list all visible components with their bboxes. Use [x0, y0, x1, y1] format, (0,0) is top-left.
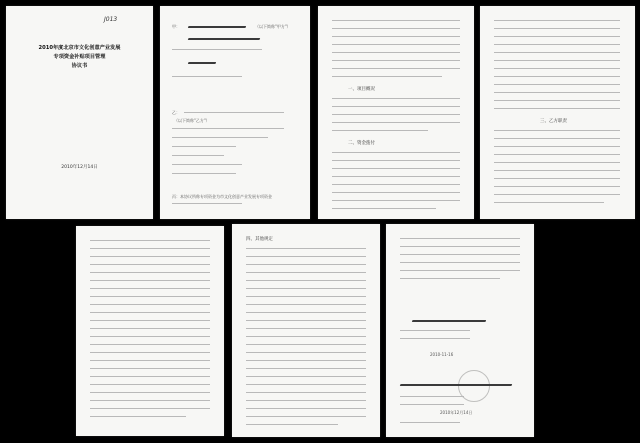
- text-line-placeholder: [246, 384, 366, 385]
- text-line-placeholder: [172, 137, 268, 138]
- text-line-placeholder: [494, 194, 620, 195]
- text-line-placeholder: [90, 280, 210, 281]
- official-seal: [458, 370, 490, 402]
- text-line-placeholder: [494, 92, 620, 93]
- text-line-placeholder: [332, 68, 460, 69]
- text-line-placeholder: [246, 360, 366, 361]
- text-line-placeholder: [332, 176, 460, 177]
- text-line-placeholder: [494, 20, 620, 21]
- text-line-placeholder: [494, 60, 620, 61]
- text-line-placeholder: [494, 36, 620, 37]
- title-line-2: 专项资金补贴项目管理: [53, 54, 106, 60]
- cover-date: 2010年12月14日: [61, 165, 98, 170]
- text-line-placeholder: [246, 368, 366, 369]
- text-line-placeholder: [90, 360, 210, 361]
- text-line-placeholder: [494, 170, 620, 171]
- document-page-cover: [6, 6, 153, 219]
- handwritten-signature: [188, 62, 217, 64]
- text-line-placeholder: [400, 396, 464, 397]
- text-line-placeholder: [494, 202, 604, 203]
- text-line-placeholder: [246, 336, 366, 337]
- text-line-placeholder: [246, 312, 366, 313]
- text-line-placeholder: [246, 248, 366, 249]
- handwritten-corner-mark: J013: [104, 16, 118, 23]
- text-line-placeholder: [332, 208, 436, 209]
- text-line-placeholder: [246, 272, 366, 273]
- text-line-placeholder: [494, 44, 620, 45]
- text-line-placeholder: [400, 246, 520, 247]
- document-page-5: [76, 226, 224, 436]
- text-line-placeholder: [246, 344, 366, 345]
- signature-date-1: 2010-11-16: [430, 352, 454, 357]
- text-line-placeholder: [400, 404, 464, 405]
- handwritten-party-a-signature: [412, 320, 487, 322]
- text-line-placeholder: [332, 130, 428, 131]
- text-line-placeholder: [332, 122, 460, 123]
- text-line-placeholder: [400, 270, 520, 271]
- party-a-note: （以下简称"甲方"）: [255, 24, 291, 29]
- text-line-placeholder: [400, 338, 470, 339]
- text-line-placeholder: [400, 238, 520, 239]
- text-line-placeholder: [90, 408, 210, 409]
- text-line-placeholder: [90, 264, 210, 265]
- text-line-placeholder: [494, 28, 620, 29]
- text-line-placeholder: [90, 296, 210, 297]
- party-a-label: 甲：: [172, 24, 180, 29]
- text-line-placeholder: [90, 272, 210, 273]
- text-line-placeholder: [494, 84, 620, 85]
- text-line-placeholder: [332, 52, 460, 53]
- handwritten-project-name: [188, 38, 261, 40]
- section-heading: 四、其他规定: [246, 237, 273, 242]
- text-line-placeholder: [246, 424, 338, 425]
- document-page-3: [318, 6, 474, 219]
- text-line-placeholder: [332, 168, 460, 169]
- text-line-placeholder: [494, 146, 620, 147]
- text-line-placeholder: [494, 154, 620, 155]
- text-line-placeholder: [90, 248, 210, 249]
- text-line-placeholder: [494, 138, 620, 139]
- text-line-placeholder: [246, 320, 366, 321]
- text-line-placeholder: [332, 20, 460, 21]
- text-line-placeholder: [90, 304, 210, 305]
- text-line-placeholder: [172, 164, 242, 165]
- text-line-placeholder: [172, 146, 236, 147]
- text-line-placeholder: [172, 49, 262, 50]
- text-line-placeholder: [90, 320, 210, 321]
- text-line-placeholder: [90, 240, 210, 241]
- text-line-placeholder: [494, 52, 620, 53]
- text-line-placeholder: [90, 392, 210, 393]
- agreement-title: [16, 44, 143, 71]
- text-line-placeholder: [90, 328, 210, 329]
- text-line-placeholder: [400, 422, 460, 423]
- text-line-placeholder: [494, 162, 620, 163]
- text-line-placeholder: [90, 288, 210, 289]
- text-line-placeholder: [90, 384, 210, 385]
- text-line-placeholder: [90, 376, 210, 377]
- text-line-placeholder: [494, 100, 620, 101]
- text-line-placeholder: [90, 336, 210, 337]
- text-line-placeholder: [172, 128, 284, 129]
- text-line-placeholder: [246, 352, 366, 353]
- text-line-placeholder: [494, 186, 620, 187]
- text-line-placeholder: [494, 68, 620, 69]
- text-line-placeholder: [246, 408, 366, 409]
- text-line-placeholder: [90, 312, 210, 313]
- document-page-4: [480, 6, 635, 219]
- text-line-placeholder: [246, 288, 366, 289]
- text-line-placeholder: [246, 256, 366, 257]
- text-line-placeholder: [246, 416, 366, 417]
- text-line-placeholder: [332, 200, 460, 201]
- text-line-placeholder: [332, 60, 460, 61]
- text-line-placeholder: [332, 114, 460, 115]
- text-line-placeholder: [332, 36, 460, 37]
- text-line-placeholder: [172, 76, 242, 77]
- text-line-placeholder: [90, 400, 210, 401]
- title-line-1: 2010年度北京市文化创意产业发展: [38, 45, 121, 51]
- text-line-placeholder: [90, 368, 210, 369]
- text-line-placeholder: [332, 160, 460, 161]
- text-line-placeholder: [400, 278, 500, 279]
- document-page-parties: [160, 6, 310, 219]
- text-line-placeholder: [246, 304, 366, 305]
- text-line-placeholder: [332, 106, 460, 107]
- text-line-placeholder: [332, 28, 460, 29]
- party-b-label: 乙：: [172, 110, 180, 115]
- text-line-placeholder: [172, 173, 236, 174]
- page2-footer: 丙：本协议所称专项资金为市文化创意产业发展专项资金: [172, 194, 272, 199]
- text-line-placeholder: [332, 98, 460, 99]
- text-line-placeholder: [494, 76, 620, 77]
- document-page-6: [232, 224, 380, 437]
- text-line-placeholder: [494, 178, 620, 179]
- text-line-placeholder: [494, 130, 620, 131]
- section-heading: 一、项目概况: [348, 87, 375, 92]
- document-page-signatures: [386, 224, 534, 437]
- handwritten-party-b-signature: [400, 384, 513, 386]
- text-line-placeholder: [90, 256, 210, 257]
- text-line-placeholder: [246, 264, 366, 265]
- text-line-placeholder: [400, 330, 470, 331]
- signature-date-2: 2010年12月14日: [440, 410, 473, 415]
- title-line-3: 协议书: [71, 63, 88, 69]
- text-line-placeholder: [90, 344, 210, 345]
- text-line-placeholder: [332, 184, 460, 185]
- text-line-placeholder: [172, 155, 224, 156]
- section-heading: 三、乙方职责: [540, 119, 567, 124]
- text-line-placeholder: [332, 44, 460, 45]
- text-line-placeholder: [184, 112, 284, 113]
- text-line-placeholder: [332, 76, 442, 77]
- text-line-placeholder: [332, 192, 460, 193]
- text-line-placeholder: [400, 262, 520, 263]
- text-line-placeholder: [332, 152, 460, 153]
- text-line-placeholder: [246, 296, 366, 297]
- text-line-placeholder: [246, 400, 366, 401]
- handwritten-party-a: [188, 26, 247, 28]
- text-line-placeholder: [246, 392, 366, 393]
- text-line-placeholder: [172, 203, 242, 204]
- text-line-placeholder: [494, 108, 620, 109]
- section-heading: 二、资金拨付: [348, 141, 375, 146]
- party-b-note: （以下简称"乙方"）: [174, 118, 210, 123]
- text-line-placeholder: [400, 254, 520, 255]
- text-line-placeholder: [246, 328, 366, 329]
- text-line-placeholder: [90, 352, 210, 353]
- text-line-placeholder: [90, 416, 186, 417]
- text-line-placeholder: [246, 280, 366, 281]
- text-line-placeholder: [246, 376, 366, 377]
